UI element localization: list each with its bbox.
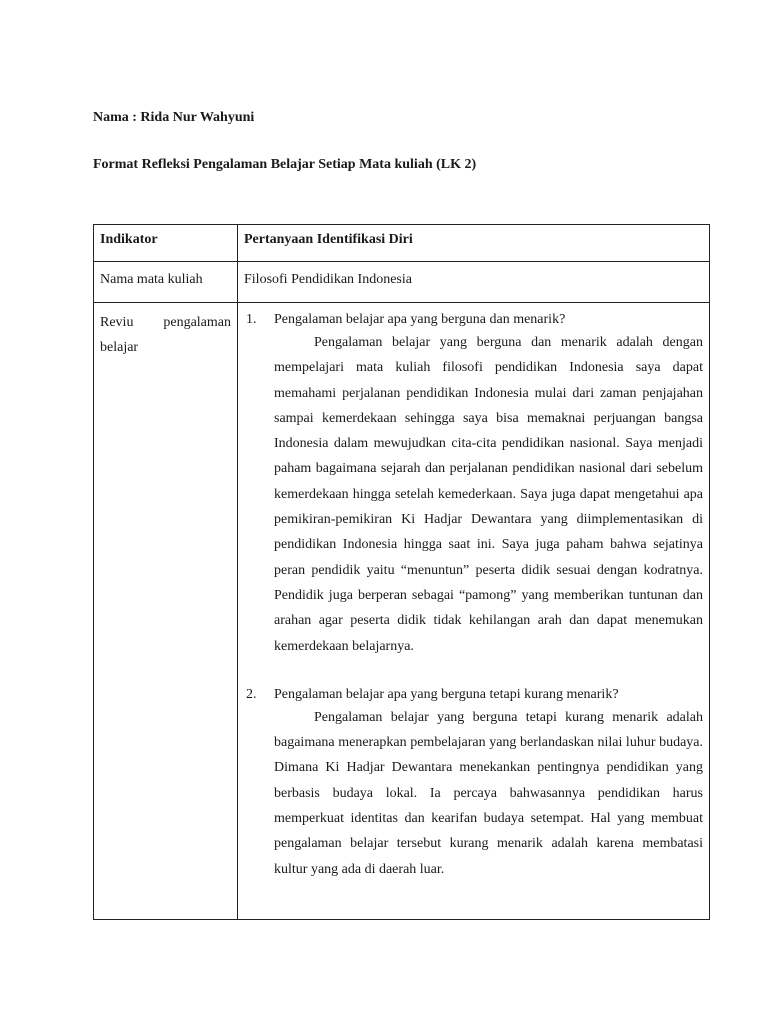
reviu-label-cell (94, 303, 238, 920)
header-cell-pertanyaan (238, 225, 710, 262)
question-2 (244, 685, 703, 705)
question-1 (244, 310, 703, 330)
nama-mata-kuliah-value: Filosofi Pendidikan Indonesia (244, 272, 412, 287)
reviu-label (94, 303, 237, 360)
header-pertanyaan: Pertanyaan Identifikasi Diri (244, 232, 413, 247)
header-cell-indikator (94, 225, 238, 262)
table-row (94, 303, 710, 920)
header-indikator: Indikator (100, 232, 158, 247)
nama-mata-kuliah-label: Nama mata kuliah (100, 272, 203, 287)
question-answer-list (238, 303, 709, 882)
answer-2: Pengalaman belajar yang berguna tetapi kurang menarik adalah bagaimana menerapkan pembelajaran yang berlandaskan nilai luhur budaya. Dimana Ki Hadjar Dewantara menekankan pentingnya pendidikan yang berbasis budaya lokal. Ia percaya bahwasannya pendidikan harus memperkuat identitas dan kearifan budaya setempat. Hal yang membuat pengalaman belajar tersebut kurang menarik adalah karena membatasi kultur yang ada di daerah luar. (274, 709, 703, 877)
answer-1: Pengalaman belajar yang berguna dan menarik adalah dengan mempelajari mata kuliah filosofi pendidikan Indonesia saya dapat memahami perjalanan pendidikan Indonesia mulai dari zaman penjajahan sampai kemerdekaan sehingga saya bisa memaknai perjuangan bangsa Indonesia dalam mewujudkan cita-cita pendidikan nasional. Saya menjadi paham bagaimana sejarah dan perjalanan pendidikan nasional dari sebelum kemerdekaan hingga setelah kemederkaan. Saya juga dapat mengetahui apa pemikiran-pemikiran Ki Hadjar Dewantara yang diimplementasikan di pendidikan Indonesia hingga saat ini. Saya juga paham bahwa sejatinya peran pendidik yaitu “menuntun” peserta didik sesuai dengan kodratnya. Pendidik juga berperan sebagai “pamong” yang memberikan tuntunan dan arahan agar peserta didik tidak kehilangan arah dan dapat menemukan kemerdekaan belajarnya. (274, 335, 703, 654)
table-header-row (94, 225, 710, 262)
nama-label-cell (94, 262, 238, 303)
table-row (94, 262, 710, 303)
question-number: 1. (246, 312, 257, 327)
document-title: Format Refleksi Pengalaman Belajar Setiap Mata kuliah (LK 2) (93, 157, 477, 172)
student-name: Nama : Rida Nur Wahyuni (93, 110, 255, 125)
question-text: Pengalaman belajar apa yang berguna tetapi kurang menarik? (274, 686, 619, 702)
reviu-content-cell (238, 303, 710, 920)
reviu-label-line-1: Reviu pengalaman (100, 315, 231, 330)
reflection-table (93, 224, 710, 920)
nama-value-cell (238, 262, 710, 303)
question-text: Pengalaman belajar apa yang berguna dan menarik? (274, 312, 566, 327)
question-number: 2. (246, 686, 257, 702)
reviu-label-line-2: belajar (100, 340, 139, 355)
